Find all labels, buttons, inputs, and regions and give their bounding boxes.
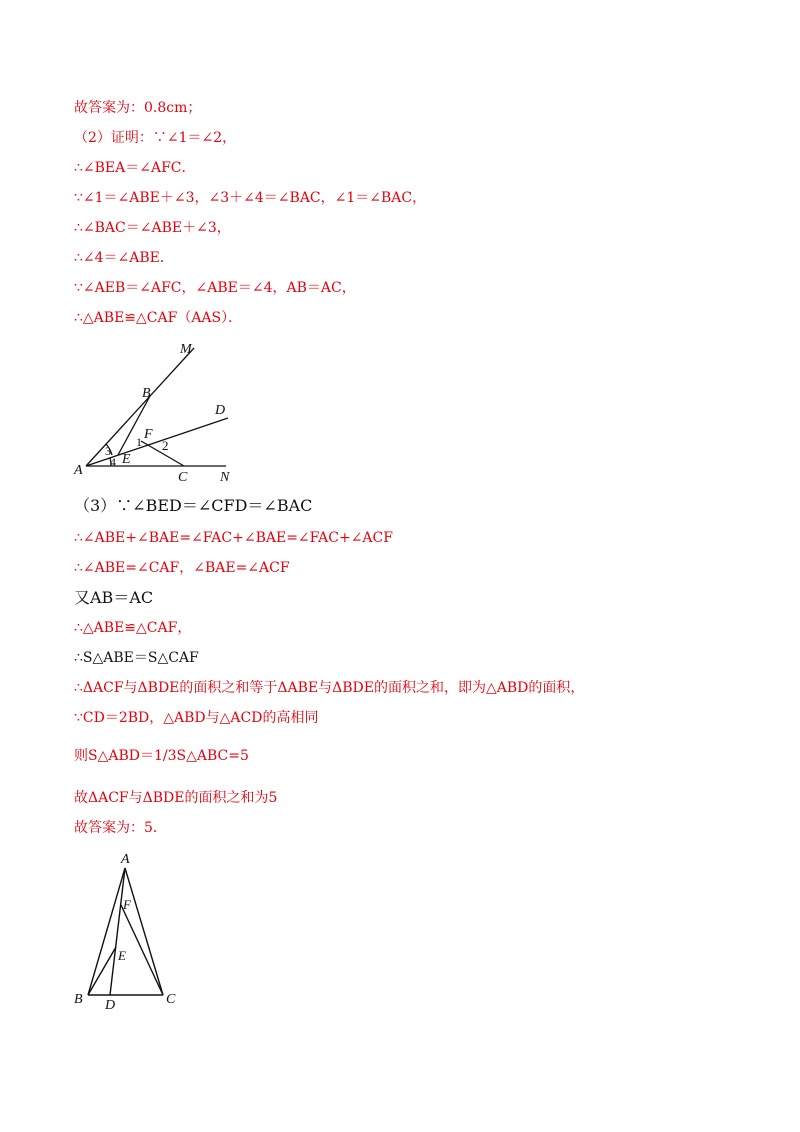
proof-line: ∴∠BEA＝∠AFC． (74, 160, 196, 176)
proof-line: 故ΔACF与ΔBDE的面积之和为5 (74, 790, 278, 806)
proof-line: 又AB＝AC (74, 588, 154, 607)
label-A: A (121, 852, 130, 867)
side-AB (88, 868, 125, 995)
segment-CF (121, 905, 163, 995)
proof-line: ∴∠ABE=∠CAF，∠BAE=∠ACF (74, 560, 290, 576)
answer-line-1: 故答案为：0.8cm； (74, 100, 202, 116)
label-4: 4 (110, 455, 116, 469)
segment-BE (88, 947, 116, 995)
proof-line: ∵CD＝2BD，△ABD与△ACD的高相同 (74, 710, 319, 726)
proof-line: ∴△ABE≌△CAF， (74, 620, 192, 636)
label-C: C (166, 992, 176, 1007)
label-A: A (74, 463, 83, 478)
proof-line: ∵∠AEB＝∠AFC，∠ABE＝∠4，AB＝AC， (74, 280, 356, 296)
label-F: F (123, 897, 131, 912)
label-M: M (180, 342, 192, 357)
final-answer: 故答案为：5． (74, 820, 167, 836)
figure-triangle-diagram (70, 848, 190, 1013)
label-E: E (122, 452, 131, 467)
figure-angle-diagram (70, 338, 240, 488)
label-D: D (215, 403, 226, 418)
label-2: 2 (162, 438, 169, 453)
part3-heading: （3）∵∠BED＝∠CFD＝∠BAC (74, 496, 313, 515)
area-formula: 则S△ABD＝1/3S△ABC=5 (74, 748, 249, 764)
proof-line: ∴∠BAC＝∠ABE＋∠3， (74, 220, 231, 236)
label-F: F (144, 427, 153, 442)
label-B: B (74, 992, 83, 1007)
proof-heading-2: （2）证明：∵∠1＝∠2， (74, 130, 237, 146)
label-C: C (178, 470, 188, 485)
proof-line: ∴ΔACF与ΔBDE的面积之和等于ΔABE与ΔBDE的面积之和，即为△ABD的面积， (74, 680, 585, 696)
label-3: 3 (105, 444, 111, 458)
proof-line: ∴∠4＝∠ABE． (74, 250, 174, 266)
label-D: D (105, 998, 116, 1013)
label-E: E (118, 948, 126, 963)
side-AC (125, 868, 163, 995)
label-N: N (220, 470, 230, 485)
proof-line: ∵∠1＝∠ABE＋∠3，∠3＋∠4＝∠BAC，∠1＝∠BAC， (74, 190, 427, 206)
proof-conclusion: ∴△ABE≌△CAF（AAS）． (74, 310, 243, 326)
segment-AD (110, 868, 125, 995)
proof-line: ∴∠ABE+∠BAE=∠FAC+∠BAE=∠FAC+∠ACF (74, 530, 393, 546)
area-equality: ∴S△ABE＝S△CAF (74, 650, 199, 666)
label-1: 1 (136, 435, 142, 449)
label-B: B (142, 386, 151, 401)
